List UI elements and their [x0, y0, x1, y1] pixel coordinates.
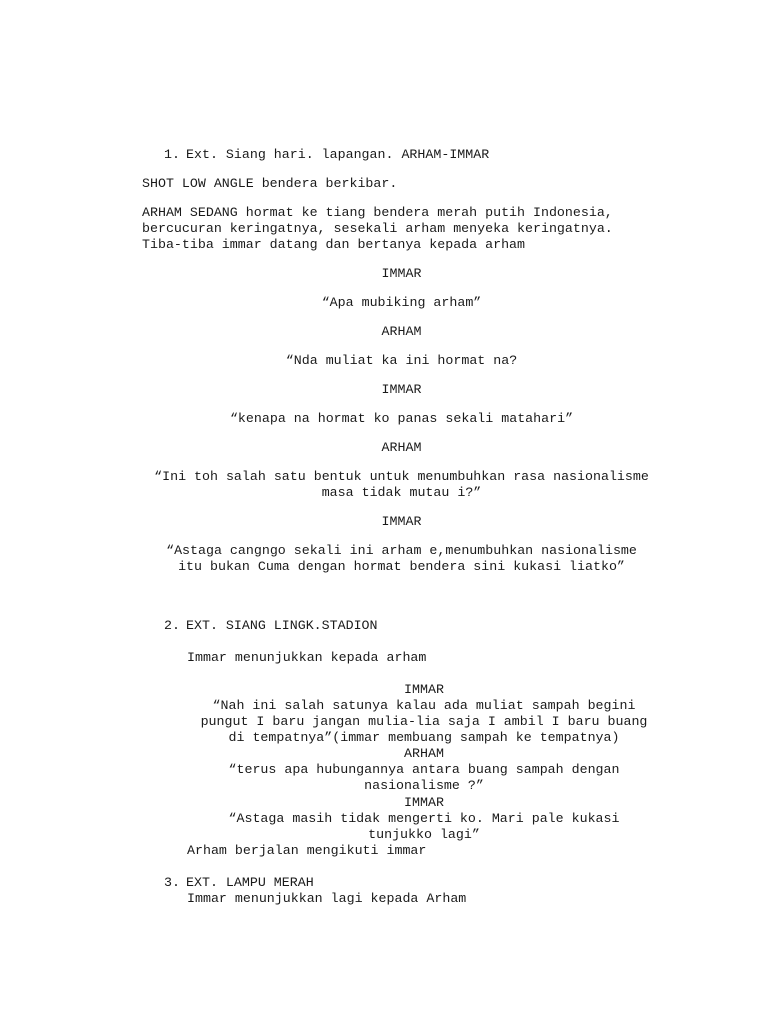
dialogue-line: “Nda muliat ka ini hormat na?: [285, 353, 518, 368]
scene-1-number: 1.: [164, 147, 180, 162]
scene-1-action-1: SHOT LOW ANGLE bendera berkibar.: [142, 176, 398, 191]
scene-2-action-2: Arham berjalan mengikuti immar: [187, 843, 427, 858]
scene-1-heading-text: Ext. Siang hari. lapangan. ARHAM-IMMAR: [186, 147, 490, 162]
dialogue-line: “Nah ini salah satunya kalau ada muliat sampah begini: [212, 698, 636, 713]
dialogue-line: “Ini toh salah satu bentuk untuk menumbuhkan rasa nasionalisme: [154, 469, 649, 484]
character-name: ARHAM: [404, 746, 444, 761]
dialogue-line: nasionalisme ?”: [364, 778, 484, 793]
character-name: IMMAR: [404, 795, 444, 810]
scene-1-action-2-line-2: bercucuran keringatnya, sesekali arham menyeka keringatnya.: [142, 221, 613, 236]
scene-2-number: 2.: [164, 618, 180, 633]
dialogue-line: “kenapa na hormat ko panas sekali matahari”: [229, 411, 574, 426]
dialogue-line: di tempatnya”(immar membuang sampah ke tempatnya): [228, 730, 620, 745]
scene-2-heading-text: EXT. SIANG LINGK.STADION: [186, 618, 378, 633]
dialogue-line: “Astaga cangngo sekali ini arham e,menumbuhkan nasionalisme: [166, 543, 637, 558]
scene-3-heading-text: EXT. LAMPU MERAH: [186, 875, 314, 890]
scene-2-action-1: Immar menunjukkan kepada arham: [187, 650, 427, 665]
dialogue-line: “terus apa hubungannya antara buang sampah dengan: [228, 762, 620, 777]
character-name: ARHAM: [381, 324, 422, 339]
scene-1-action-2-line-1: ARHAM SEDANG hormat ke tiang bendera merah putih Indonesia,: [142, 205, 613, 220]
character-name: IMMAR: [381, 514, 422, 529]
scene-3-heading: [158, 875, 314, 891]
scene-1-action-2-line-3: Tiba-tiba immar datang dan bertanya kepada arham: [142, 237, 526, 252]
scene-1-heading: [158, 147, 489, 163]
character-name: IMMAR: [381, 266, 422, 281]
scene-3-action-1: Immar menunjukkan lagi kepada Arham: [187, 891, 467, 906]
scene-3-number: 3.: [164, 875, 180, 890]
dialogue-line: “Apa mubiking arham”: [321, 295, 482, 310]
character-name: IMMAR: [404, 682, 444, 697]
dialogue-line: masa tidak mutau i?”: [321, 485, 482, 500]
dialogue-line: “Astaga masih tidak mengerti ko. Mari pale kukasi: [228, 811, 620, 826]
dialogue-line: pungut I baru jangan mulia-lia saja I ambil I baru buang: [200, 714, 648, 729]
character-name: IMMAR: [381, 382, 422, 397]
character-name: ARHAM: [381, 440, 422, 455]
dialogue-line: tunjukko lagi”: [368, 827, 480, 842]
dialogue-line: itu bukan Cuma dengan hormat bendera sini kukasi liatko”: [178, 559, 625, 574]
scene-2-heading: [158, 618, 378, 634]
